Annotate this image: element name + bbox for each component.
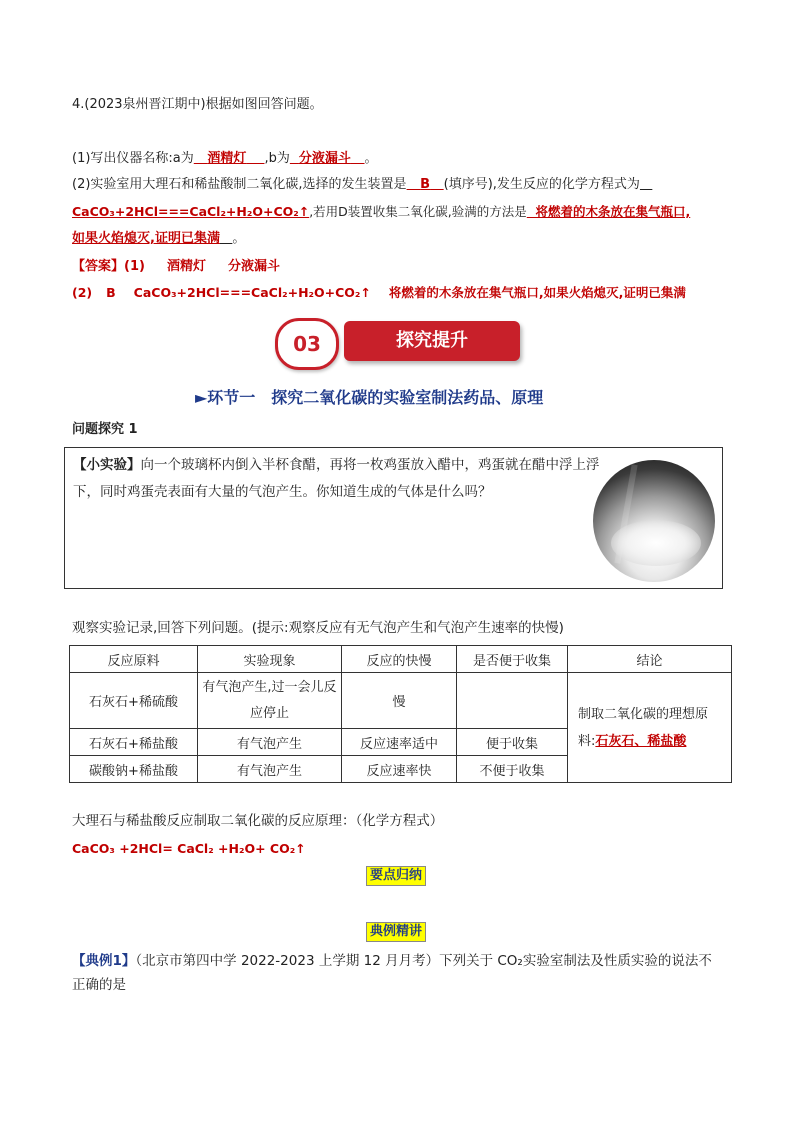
key-points-tag: 要点归纳 [366,866,426,886]
table-header-row [70,646,732,673]
table-cell: 石灰石+稀硫酸 [70,673,198,729]
example-1-text: （北京市第四中学 2022-2023 上学期 12 月月考）下列关于 CO₂实验室制法及性质实验的说法不 [135,953,712,969]
table-row [70,673,732,729]
answer-1-num: (1) [124,259,145,274]
table-cell: 反应速率适中 [342,729,457,756]
answer-device: B [420,177,431,192]
answer-label: 【答案】 [72,259,125,274]
answer-2-method: 将燃着的木条放在集气瓶口,如果火焰熄灭,证明已集满 [388,285,686,300]
answer-method-1: 将燃着的木条放在集气瓶口, [535,204,691,219]
section-heading: ►环节一 探究二氧化碳的实验室制法药品、原理 [195,388,544,407]
part2-text-a: (2)实验室用大理石和稀盐酸制二氧化碳,选择的发生装置是 [72,177,407,192]
question-part-2 [72,176,652,194]
part2-end: 。 [232,231,246,246]
experiment-table [69,645,732,783]
table-cell [457,673,568,729]
conclusion-text-2: 料: [578,733,596,749]
table-cell: 反应速率快 [342,756,457,783]
experiment-text [73,452,608,506]
principle-text: 大理石与稀盐酸反应制取二氧化碳的反应原理：（化学方程式） [72,813,444,829]
question-title: 4.(2023泉州晋江期中)根据如图回答问题。 [72,97,323,112]
table-cell: 石灰石+稀盐酸 [70,729,198,756]
table-header: 反应原料 [70,646,198,673]
experiment-box [64,447,723,589]
table-header: 结论 [568,646,732,673]
example-1-line-1 [72,952,712,970]
answer-a: 酒精灯 [207,151,247,166]
question-part-1 [72,150,378,168]
table-cell: 不便于收集 [457,756,568,783]
table-cell: 便于收集 [457,729,568,756]
table-header: 反应的快慢 [342,646,457,673]
answer-2-num: (2) [72,285,93,300]
answer-b: 分液漏斗 [298,151,351,166]
table-cell: 碳酸钠+稀盐酸 [70,756,198,783]
section-title-banner: 探究提升 [344,321,520,361]
part1-end: 。 [364,151,378,166]
table-cell: 有气泡产生 [198,729,342,756]
part2-text-b: (填序号),发生反应的化学方程式为 [443,177,640,192]
egg-in-vinegar-photo [593,460,715,582]
conclusion-text-1: 制取二氧化碳的理想原 [578,706,709,722]
table-cell: 有气泡产生 [198,756,342,783]
table-cell: 慢 [342,673,457,729]
question-part-2-cont [72,203,690,221]
part1-text-b: ,b为 [264,151,290,166]
examples-tag: 典例精讲 [366,922,426,942]
answer-2-a: B [106,285,116,300]
table-cell: 有气泡产生,过一会儿反应停止 [198,673,342,729]
section-number-badge: 03 [275,318,339,370]
answer-2-equation: CaCO₃+2HCl===CaCl₂+H₂O+CO₂↑ [133,285,371,300]
conclusion-answer: 石灰石、稀盐酸 [595,733,687,749]
inquiry-label: 问题探究 1 [72,422,138,437]
part2-text-c: ,若用D装置收集二氧化碳,验满的方法是 [309,204,527,219]
answer-method-2: 如果火焰熄灭,证明已集满 [72,231,220,246]
observe-prompt: 观察实验记录,回答下列问题。(提示:观察反应有无气泡产生和气泡产生速率的快慢) [72,620,564,636]
question-part-2-cont2 [72,230,245,248]
answer-1-a: 酒精灯 [166,259,206,274]
principle-equation: CaCO₃ +2HCl= CaCl₂ +H₂O+ CO₂↑ [72,841,306,856]
answer-equation: CaCO₃+2HCl===CaCl₂+H₂O+CO₂↑ [72,204,310,219]
answer-line-1 [72,258,280,276]
table-header: 是否便于收集 [457,646,568,673]
experiment-description: 向一个玻璃杯内倒入半杯食醋，再将一枚鸡蛋放入醋中，鸡蛋就在醋中浮上浮下，同时鸡蛋壳表面有大量的气泡产生。你知道生成的气体是什么吗？ [73,457,600,500]
example-1-line-2: 正确的是 [72,977,126,993]
table-conclusion-cell [568,673,732,783]
table-header: 实验现象 [198,646,342,673]
experiment-tag: 【小实验】 [73,457,141,473]
example-1-tag: 【典例1】 [72,953,136,969]
answer-1-b: 分液漏斗 [227,259,280,274]
answer-line-2 [72,284,686,302]
part1-text-a: (1)写出仪器名称:a为 [72,151,194,166]
